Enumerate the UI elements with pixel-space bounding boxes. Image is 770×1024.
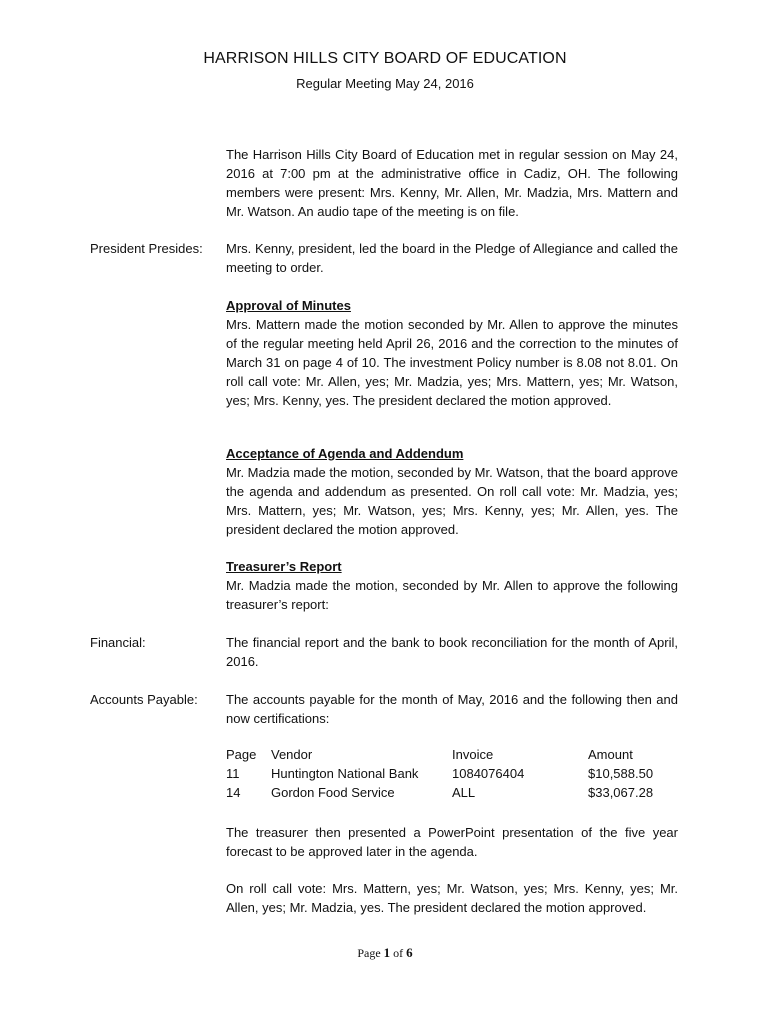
- column-header: Page: [226, 747, 257, 762]
- table-row: [226, 766, 653, 785]
- president-label: President Presides:: [90, 241, 203, 256]
- treasurer-text: Mr. Madzia made the motion, seconded by Mr. Allen to approve the following treasurer’s report:: [226, 578, 678, 612]
- document-title: HARRISON HILLS CITY BOARD OF EDUCATION: [203, 50, 567, 67]
- rollcall-paragraph: On roll call vote: Mrs. Mattern, yes; Mr. Watson, yes; Mrs. Kenny, yes; Mr. Allen, yes; Mr. Madzia, yes. The president declared the motion approved.: [226, 881, 678, 915]
- document-subtitle: [0, 76, 770, 91]
- table-cell: $10,588.50: [588, 766, 654, 781]
- table-cell: 11: [226, 766, 240, 781]
- table-row: [226, 785, 653, 804]
- column-header: Invoice: [452, 747, 494, 762]
- of-word: of: [393, 946, 404, 960]
- table-cell: $33,067.28: [588, 785, 654, 800]
- agenda-heading: Acceptance of Agenda and Addendum: [226, 446, 464, 461]
- treasurer-section: [226, 557, 678, 614]
- minutes-section: [226, 296, 678, 410]
- payable-label: Accounts Payable:: [90, 692, 198, 707]
- page-word: Page: [357, 946, 381, 960]
- minutes-heading: Approval of Minutes: [226, 298, 351, 313]
- financial-label: Financial:: [90, 635, 146, 650]
- agenda-text: Mr. Madzia made the motion, seconded by Mr. Watson, that the board approve the agenda and addendum as presented. On roll call vote: Mr. Madzia, yes; Mrs. Mattern, yes; Mr. Watson, yes; Mrs. Kenny, yes; Mr. Allen, yes. The president declared the motion approved.: [226, 465, 678, 537]
- vendor-table: [226, 747, 653, 804]
- intro-paragraph: The Harrison Hills City Board of Education met in regular session on May 24, 2016 at 7:00 pm at the administrative office in Cadiz, OH. The following members were present: Mrs. Kenny, Mr. Allen, Mr. Madzia, Mrs. Mattern and Mr. Watson. An audio tape of the meeting is on file.: [226, 147, 678, 219]
- meeting-date: Regular Meeting May 24, 2016: [296, 76, 474, 91]
- forecast-paragraph: The treasurer then presented a PowerPoint presentation of the five year forecast to be approved later in the agenda.: [226, 825, 678, 859]
- table-cell: Gordon Food Service: [271, 785, 395, 800]
- current-page-number: 1: [383, 945, 391, 960]
- total-page-number: 6: [406, 945, 413, 960]
- agenda-section: [226, 444, 678, 539]
- table-cell: 14: [226, 785, 241, 800]
- page-footer: [0, 945, 770, 961]
- vendor-table-header: [226, 747, 653, 766]
- financial-paragraph: The financial report and the bank to book reconciliation for the month of April, 2016.: [226, 635, 678, 669]
- table-cell: Huntington National Bank: [271, 766, 419, 781]
- column-header: Vendor: [271, 747, 313, 762]
- table-cell: ALL: [452, 785, 476, 800]
- column-header: Amount: [588, 747, 633, 762]
- minutes-text: Mrs. Mattern made the motion seconded by Mr. Allen to approve the minutes of the regular meeting held April 26, 2016 and the correction to the minutes of March 31 on page 4 of 10. The investment Policy number is 8.08 not 8.01. On roll call vote: Mr. Allen, yes; Mr. Madzia, yes; Mrs. Mattern, yes; Mr. Watson, yes; Mrs. Kenny, yes. The president declared the motion approved.: [226, 317, 678, 408]
- president-paragraph: Mrs. Kenny, president, led the board in the Pledge of Allegiance and called the meeting to order.: [226, 241, 678, 275]
- table-cell: 1084076404: [452, 766, 525, 781]
- treasurer-heading: Treasurer’s Report: [226, 559, 342, 574]
- payable-paragraph: The accounts payable for the month of May, 2016 and the following then and now certifications:: [226, 692, 678, 726]
